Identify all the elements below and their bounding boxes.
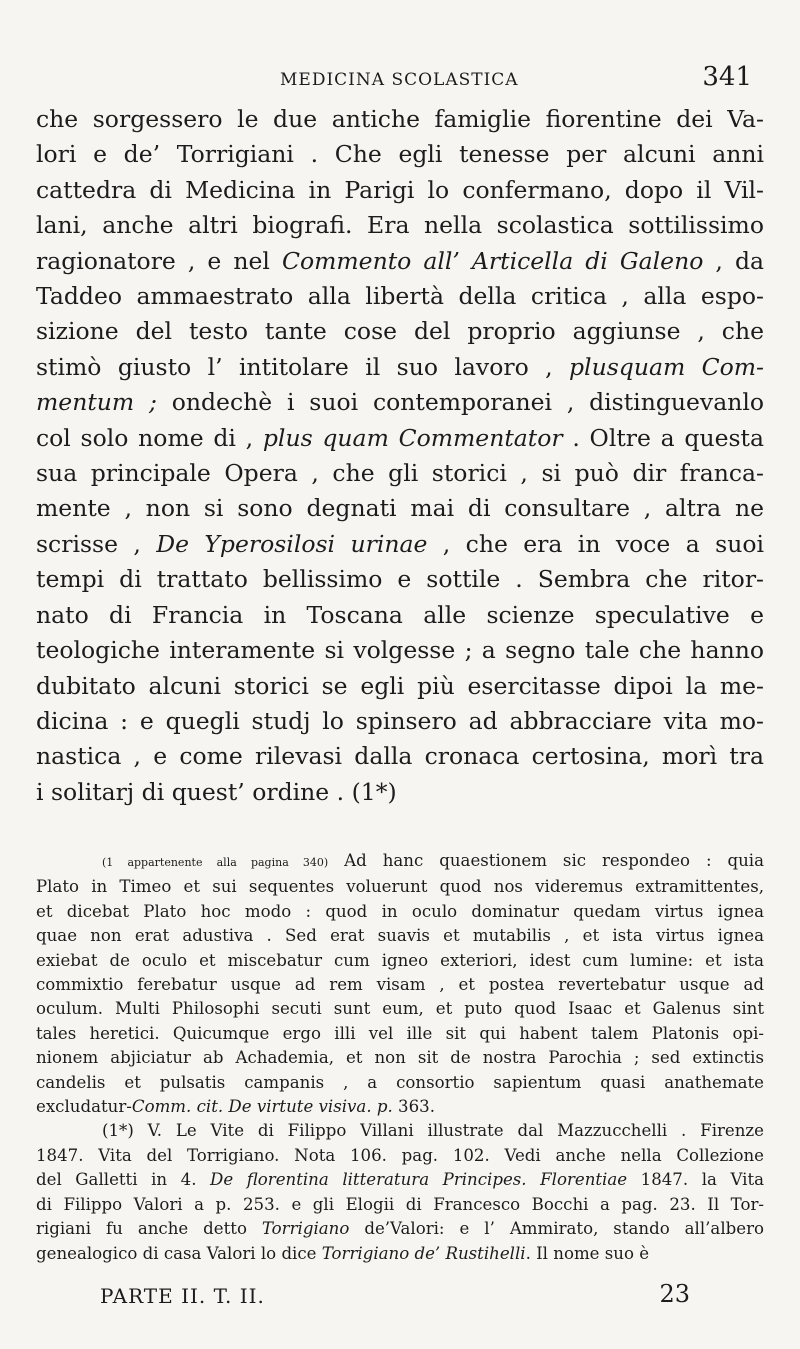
footnote-1-first-text: Ad hanc quaestionem sic respondeo : quia [344, 851, 764, 870]
signature-mark: PARTE II. T. II. [100, 1284, 265, 1308]
footnote-line: (1*) V. Le Vite di Filippo Villani illustrate dal Mazzucchelli . Firenze [102, 1121, 764, 1141]
text-line: teologiche interamente si volgesse ; a segno tale che hanno [36, 636, 764, 665]
footnote-line: del Galletti in 4. De florentina litteratura Principes. Florentiae 1847. la Vita [36, 1170, 765, 1190]
text-line: scrisse , De Yperosilosi urinae , che era in voce a suoi [36, 529, 764, 558]
text-line: lani, anche altri biografi. Era nella scolastica sottilissimo [36, 211, 764, 240]
footnote-1-lead: (1 appartenente alla pagina 340) [102, 856, 329, 869]
main-text [36, 102, 764, 810]
text-line: che sorgessero le due antiche famiglie fiorentine dei Va- [36, 105, 764, 133]
italic-phrase: Comm. cit. De virtute visiva. p. [131, 1097, 393, 1117]
footnote-2 [36, 1119, 764, 1265]
text-line: col solo nome di , plus quam Commentator . Oltre a questa [36, 423, 764, 452]
footnote-1-first-line [36, 849, 764, 875]
text-line: sizione del testo tante cose del proprio aggiunse , che [36, 317, 764, 346]
italic-phrase: De florentina litteratura Principes. Florentiae [210, 1170, 628, 1190]
footnote-line: Plato in Timeo et sui sequentes voluerunt quod nos videremus extramittentes, [36, 877, 764, 897]
footnote-line: nionem abjiciatur ab Achademia, et non sit de nostra Parochia ; sed extinctis [36, 1048, 764, 1068]
italic-phrase: plus quam Commentator [262, 423, 563, 452]
running-header [0, 62, 800, 96]
italic-phrase: De Yperosilosi urinae [156, 529, 428, 558]
footnote-line: quae non erat adustiva . Sed erat suavis et mutabilis , et ista virtus ignea [36, 926, 764, 946]
text-line: dubitato alcuni storici se egli più esercitasse dipoi la me- [36, 671, 764, 700]
text-line: tempi di trattato bellissimo e sottile . Sembra che ritor- [36, 565, 764, 594]
footnote-line: tales heretici. Quicumque ergo illi vel ille sit qui habent talem Platonis opi- [36, 1023, 764, 1043]
text-line: mentum ; ondechè i suoi contemporanei , distinguevanlo [36, 388, 765, 417]
footnote-line: exiebat de oculo et miscebatur cum igneo exteriori, idest cum lumine: et ista [36, 950, 764, 970]
text-line: ragionatore , e nel Commento all’ Articella di Galeno , da [36, 246, 765, 275]
italic-phrase: mentum ; [36, 388, 157, 417]
text-line: nato di Francia in Toscana alle scienze speculative e [36, 600, 764, 629]
text-line: mente , non si sono degnati mai di consultare , altra ne [36, 494, 764, 523]
footnote-line: excludatur-Comm. cit. De virtute visiva. p. 363. [36, 1097, 435, 1117]
italic-phrase: Commento all’ Articella di Galeno [281, 246, 704, 275]
running-title: MEDICINA SCOLASTICA [280, 70, 519, 90]
footnote-line: genealogico di casa Valori lo dice Torrigiano de’ Rustihelli. Il nome suo è [36, 1243, 650, 1263]
text-line: lori e de’ Torrigiani . Che egli tenesse per alcuni anni [36, 140, 764, 169]
italic-phrase: plusquam Com- [569, 352, 764, 381]
text-line: Taddeo ammaestrato alla libertà della critica , alla espo- [36, 282, 764, 311]
footnote-line: et dicebat Plato hoc modo : quod in oculo dominatur quedam virtus ignea [36, 901, 764, 921]
text-line: stimò giusto l’ intitolare il suo lavoro , plusquam Com- [36, 352, 764, 381]
text-line: sua principale Opera , che gli storici , si può dir franca- [36, 459, 764, 488]
footnote-line: commixtio ferebatur usque ad rem visam , et postea revertebatur usque ad [36, 975, 764, 995]
page-number: 341 [702, 62, 752, 92]
text-line: dicina : e quegli studj lo spinsero ad abbracciare vita mo- [36, 706, 764, 735]
page-footer [100, 1280, 690, 1316]
italic-phrase: Torrigiano [261, 1219, 350, 1239]
footnote-line: rigiani fu anche detto Torrigiano de’Valori: e l’ Ammirato, stando all’albero [36, 1219, 764, 1239]
text-line: cattedra di Medicina in Parigi lo confermano, dopo il Vil- [36, 175, 764, 204]
footnote-1 [36, 875, 764, 1119]
footnote-line: oculum. Multi Philosophi secuti sunt eum, et puto quod Isaac et Galenus sint [36, 999, 764, 1019]
footnote-line: candelis et pulsatis campanis , a consortio sapientum quasi anathemate [36, 1072, 764, 1092]
gathering-number: 23 [659, 1280, 690, 1308]
footnote-line: 1847. Vita del Torrigiano. Nota 106. pag. 102. Vedi anche nella Collezione [36, 1145, 764, 1165]
footnotes [36, 849, 764, 1266]
text-line: i solitarj di quest’ ordine . (1*) [36, 777, 397, 806]
italic-phrase: Torrigiano de’ Rustihelli [321, 1243, 526, 1263]
footnote-line: di Filippo Valori a p. 253. e gli Elogii di Francesco Bocchi a pag. 23. Il Tor- [36, 1194, 764, 1214]
text-line: nastica , e come rilevasi dalla cronaca certosina, morì tra [36, 742, 764, 771]
